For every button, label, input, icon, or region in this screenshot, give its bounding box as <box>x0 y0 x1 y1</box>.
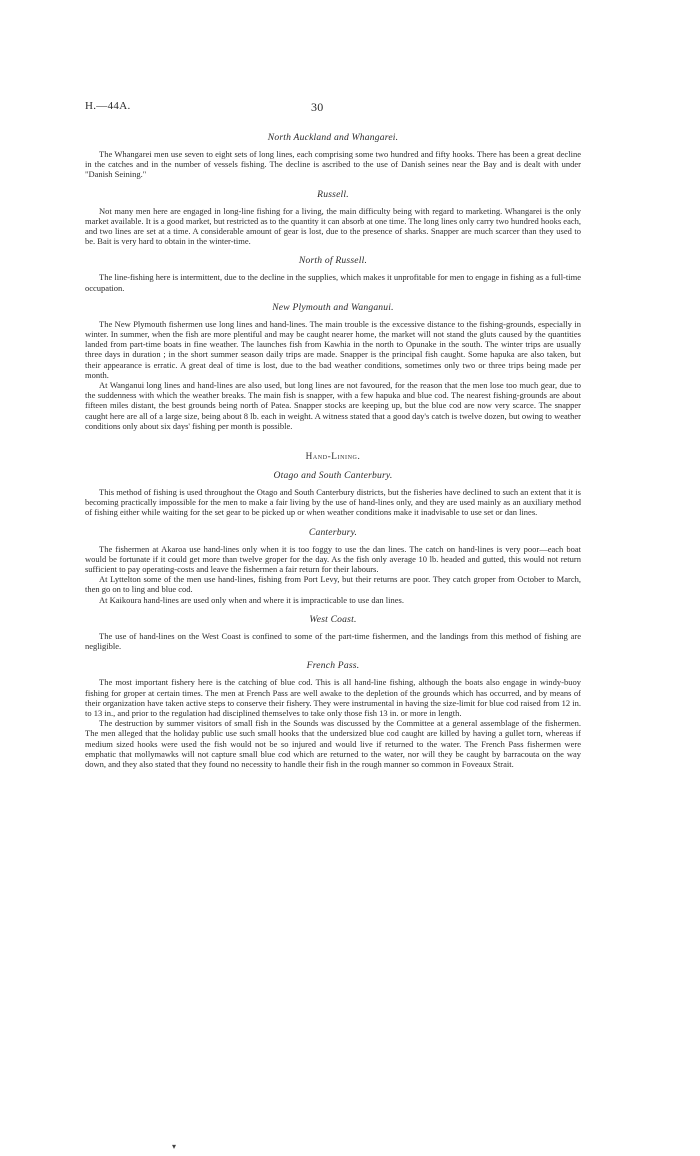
document-page <box>85 100 581 769</box>
section-heading-north-auckland: North Auckland and Whangarei. <box>267 132 399 143</box>
paragraph: The line-fishing here is intermittent, due to the decline in the supplies, which makes it unprofitable for men to engage in fishing as a full-time occupation. <box>85 272 581 293</box>
page-number: 30 <box>311 100 324 114</box>
section-heading-otago: Otago and South Canterbury. <box>273 470 393 482</box>
section-heading-west-coast: West Coast. <box>309 613 357 625</box>
paragraph: Not many men here are engaged in long-line fishing for a living, the main difficulty being with regard to marketing. Whangarei is the only market available. It is a good market, but restricted as to the quantity it can absorb at one time. The long lines only carry two hundred hooks each, and two lines are set at a time. A considerable amount of gear is lost, due to the presence of sharks. Snapper are much scarcer than they used to be. Bait is very hard to obtain in the winter-time. <box>85 205 581 247</box>
paragraph: At Lyttelton some of the men use hand-lines, fishing from Port Levy, but their returns are poor. They catch groper from October to March, then go on to ling and blue cod. <box>85 574 581 595</box>
paragraph: At Wanganui long lines and hand-lines are also used, but long lines are not favoured, for the reason that the men lose too much gear, due to the suddenness with which the weather breaks. The main fish is snapper, with a few hapuka and blue cod. The nearest fishing-grounds are about fifteen miles distant, the best grounds being north of Patea. Snapper stocks are keeping up, but the blue cod are now very scarce. The snapper caught here are all of a large size, being about 8 lb. each in weight. A witness stated that a good day's catch is twelve dozen, but owing to weather conditions only about six days' fishing per month is possible. <box>85 380 581 431</box>
section-heading-north-of-russell: North of Russell. <box>298 255 368 267</box>
paragraph: The New Plymouth fishermen use long lines and hand-lines. The main trouble is the excessive distance to the fishing-grounds, especially in winter. In summer, when the fish are more plentiful and may be caught nearer home, the market will not stand the gluts caused by the quantities landed from part-time boats in fine weather. The launches fish from Kawhia in the north to Opunake in the south. The winter trips are usually three days in duration ; in the short summer season daily trips are made. Snapper is the principal fish caught. Some hapuka are also taken, but their appearance is erratic. A great deal of time is lost, due to the bad weather conditions, sometimes only two or three trips being made per month. <box>85 318 581 380</box>
section-title-hand-lining: Hand-Lining. <box>305 451 361 462</box>
section-heading-french-pass: French Pass. <box>306 660 360 672</box>
paragraph: This method of fishing is used throughout the Otago and South Canterbury districts, but the fisheries have declined to such an extent that it is becoming practically impossible for the men to make a fair living by the use of hand-lines only, and they are used mainly as an auxiliary method of fishing either while waiting for the set gear to be picked up or when weather conditions make it inadvisable to use set or dan lines. <box>85 487 581 518</box>
stray-ink-mark: ▾ <box>172 1142 177 1151</box>
document-reference: H.—44A. <box>85 100 131 112</box>
section-heading-canterbury: Canterbury. <box>308 526 358 538</box>
page-header <box>85 100 581 118</box>
paragraph: The most important fishery here is the catching of blue cod. This is all hand-line fishing, although the boats also engage in windy-buoy fishing for groper at certain times. The men at French Pass are well awake to the depletion of the grounds which has occurred, and by means of their organization have taken active steps to conserve their fishery. They were instrumental in having the size-limit for blue cod raised from 12 in. to 13 in., and prior to the regulation had disciplined themselves to take only those fish 13 in. or more in length. <box>85 677 581 718</box>
paragraph: The Whangarei men use seven to eight sets of long lines, each comprising some two hundred and fifty hooks. There has been a great decline in the catches and in the number of vessels fishing. The decline is ascribed to the use of Danish seines near the Bay and is dealt with under "Danish Seining." <box>85 149 581 180</box>
section-heading-new-plymouth: New Plymouth and Wanganui. <box>272 301 394 313</box>
paragraph: At Kaikoura hand-lines are used only when and where it is impracticable to use dan lines. <box>99 594 404 605</box>
section-heading-russell: Russell. <box>317 188 349 200</box>
paragraph: The fishermen at Akaroa use hand-lines only when it is too foggy to use the dan lines. The catch on hand-lines is very poor—each boat would be fortunate if it could get more than twelve groper for the day. As the fish only average 10 lb. headed and gutted, this would not return sufficient to pay operating-costs and leave the fishermen a fair return for their labours. <box>85 543 581 575</box>
paragraph: The destruction by summer visitors of small fish in the Sounds was discussed by the Committee at a general assemblage of the fishermen. The men alleged that the holiday public use such small hooks that the undersized blue cod caught are killed by having a gullet torn, whereas if medium sized hooks were used the fish would not be so injured and would live if returned to the water. The French Pass fishermen were emphatic that mollymawks will not capture small blue cod which are returned to the water, nor will they be caught by barracouta on the way down, and they also stated that they found no necessity to handle their fish in the rough manner so common in Foveaux Strait. <box>85 718 581 769</box>
paragraph: The use of hand-lines on the West Coast is confined to some of the part-time fishermen, and the landings from this method of fishing are negligible. <box>85 630 581 652</box>
